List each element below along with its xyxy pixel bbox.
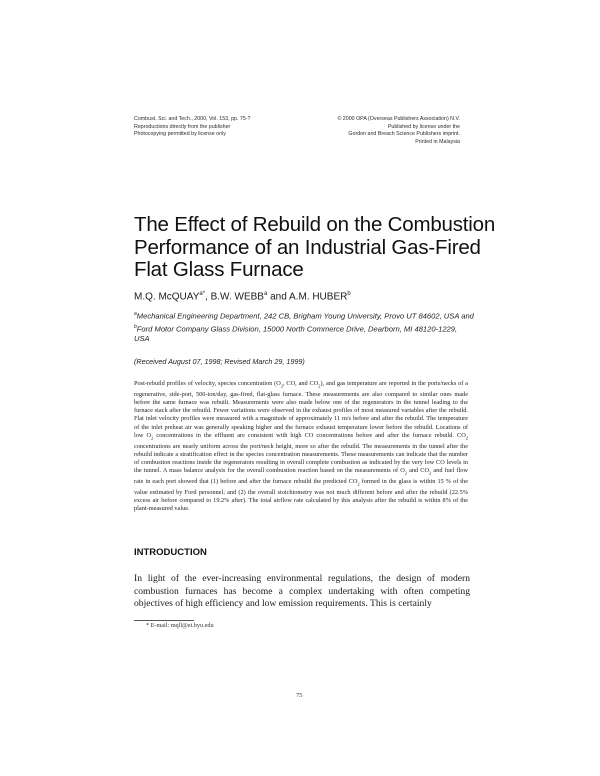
author-name: A.M. HUBER — [289, 291, 348, 303]
section-heading: INTRODUCTION — [134, 547, 207, 558]
affiliation-text: Ford Motor Company Glass Division, 15000 North Commerce Drive, Dearborn, MI 48120-1229, USA — [134, 324, 458, 344]
affiliation-text: Mechanical Engineering Department, 242 CB, Brigham Young University, Provo UT 84602, USA and — [136, 311, 474, 321]
abstract-text: , CO, and CO — [283, 380, 319, 387]
abstract-text: Post-rebuild profiles of velocity, species concentration (O — [134, 380, 281, 387]
affiliation-mark: a — [134, 311, 137, 317]
author-affiliation-mark: b — [347, 291, 351, 297]
abstract-text: and fuel flow rate in each port showed that (1) before and after the furnace rebuild the predicted CO — [134, 467, 468, 486]
paper-title — [134, 214, 495, 282]
title-line: Performance of an Industrial Gas-Fired — [134, 235, 481, 259]
received-dates: (Received August 07, 1998; Revised March 29, 1999) — [134, 357, 305, 366]
citation-line: Photocopying permitted by license only — [134, 131, 226, 138]
title-line: Flat Glass Furnace — [134, 258, 304, 281]
copyright-line: Printed in Malaysia — [415, 138, 460, 145]
subscript: 2 — [318, 383, 321, 389]
affiliations — [134, 309, 474, 344]
citation-line: Reproductions directly from the publisher — [134, 123, 231, 130]
footnote-divider — [134, 620, 194, 621]
citation-line: Combust. Sci. and Tech., 2000, Vol. 153, pp. 75-? — [134, 116, 251, 122]
author-conjunction: and — [270, 291, 287, 303]
abstract — [134, 380, 468, 513]
journal-citation — [134, 116, 251, 139]
subscript: 2 — [280, 383, 284, 389]
abstract-text: concentrations in the effluent are consistent with high CO concentrations before and after the furnace rebuild. CO — [153, 432, 466, 440]
subscript: 2 — [151, 435, 154, 441]
footnote: * E-mail: mqll@et.byu.edu — [146, 622, 214, 629]
copyright-line: © 2000 OPA (Overseas Publishers Association) N.V. — [337, 116, 460, 122]
abstract-text: formed in the glass is within 15 % of the value estimated by Ford personnel; and (2) the overall stoichiometry was not much different before and after the rebuild (22.5% excess air before compared to 19.2% after). The total airflow rate calculated by this analysis after the rebuild is within 8% of the plant-measured value. — [134, 478, 469, 513]
subscript: 2 — [429, 470, 432, 476]
abstract-text: ), and gas temperature are reported in the ports/necks of a regenerative, side-port, 500-ton/day, gas-fired, flat-glass furnace. These measurements are also compared to similar ones made before the same furnace was rebuilt. Measurements were also made below one of the regenerators in the tunnel leading to the furnace stack after the rebuild. Fewer variations were observed in the exhaust profiles of most measured variables after the rebuild. Flat inlet velocity profiles were measured with a magnitude of approximately 11 m/s before and after the rebuild. The temperature of the inlet preheat air was generally speaking higher and the furnace exhaust temperature lower before the rebuild. Locations of low O — [134, 380, 468, 440]
copyright-notice — [337, 116, 460, 146]
author-name: B.W. WEBB — [210, 291, 264, 303]
subscript: 2 — [465, 435, 468, 441]
body-paragraph: In light of the ever-increasing environmental regulations, the design of modern combustion furnaces has become a complex undertaking with often competing objectives of high efficiency and low emission requirements. This is certainly — [134, 573, 470, 610]
copyright-line: Published by license under the — [387, 123, 460, 130]
title-line: The Effect of Rebuild on the Combustion — [134, 213, 496, 236]
author-affiliation-mark: a* — [199, 291, 206, 297]
author-affiliation-mark: a — [263, 291, 268, 297]
subscript: 2 — [357, 481, 360, 487]
abstract-text: concentrations are nearly uniform across the port/neck height, more so after the rebuild. The measurements in the tunnel after the rebuild indicate a stratification effect in the species concentration measurements. These measurements can indicate that the number of combustion reactions inside the regenerators resulting in overall complete combustion as indicated by the very low CO levels in the tunnel. A mass balance analysis for the overall combustion reaction based on the measurements of O — [134, 442, 468, 475]
subscript: 2 — [404, 470, 407, 476]
author-list: M.Q. McQUAY$^{a*}$, B.W. WEBB$^a$ and A.M. HUBER$^b$ — [134, 291, 351, 303]
page-number: 75 — [296, 692, 303, 699]
affiliation-mark: b — [134, 323, 137, 330]
copyright-line: Gordon and Breach Science Publishers imprint. — [348, 131, 460, 138]
author-name: M.Q. McQUAY — [134, 291, 200, 303]
abstract-text: and CO — [407, 467, 430, 475]
